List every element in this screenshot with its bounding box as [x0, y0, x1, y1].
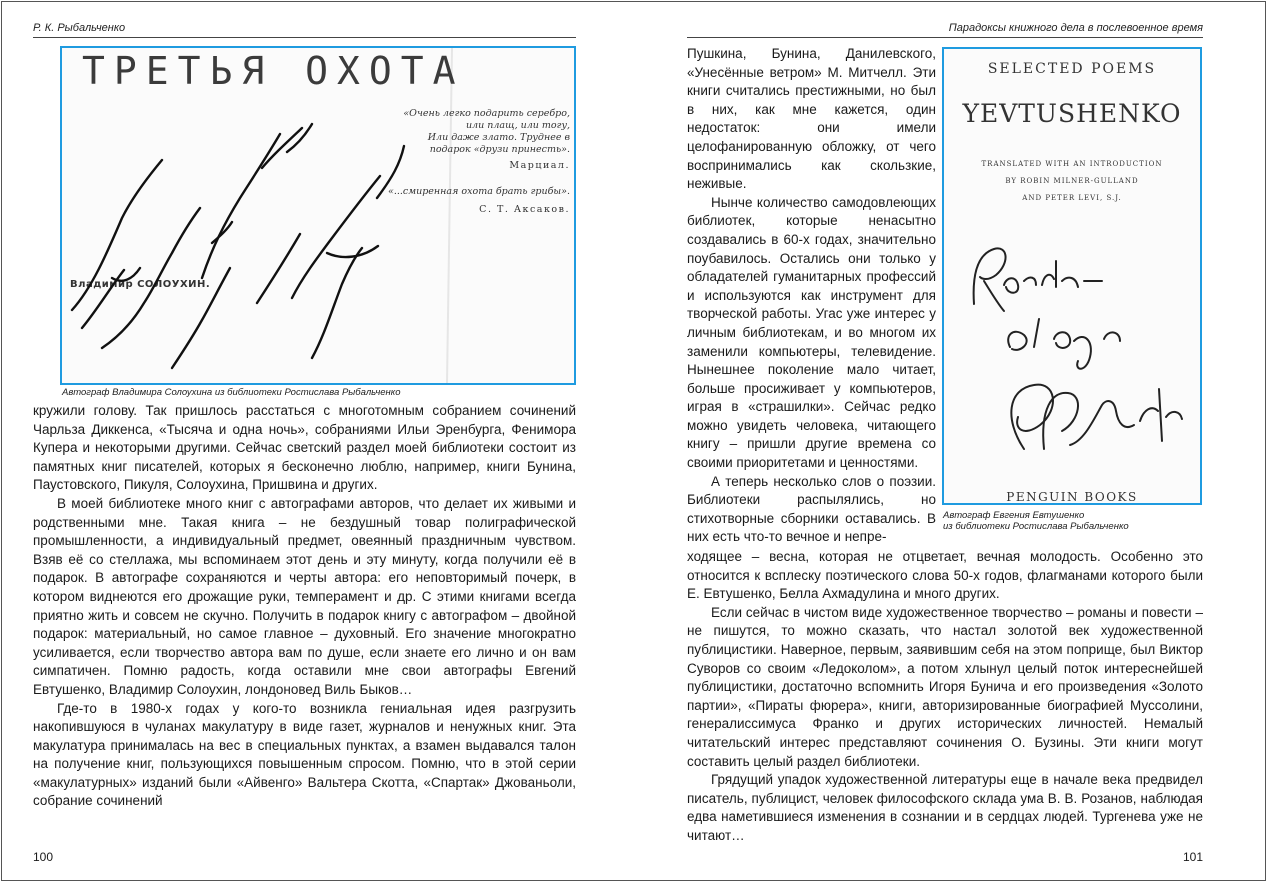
yevtushenko-autograph-image — [944, 49, 1200, 503]
left-page — [0, 0, 633, 882]
paragraph: ходящее – весна, которая не отцветает, вечная молодость. Особенно это относится к всплеску поэтического слова 50-х годов, флагманами которого были Е. Евтушенко, Белла Ахмадулина и много других. — [687, 549, 1203, 602]
cover-line: SELECTED POEMS — [987, 61, 1157, 77]
epigraph-line: подарок «друзи принесть». — [429, 144, 570, 155]
paragraph: Где-то в 1980-х годах у кого-то возникла гениальная идея разгрузить накопившуюся в чуланах макулатуру в виде газет, журналов и ненужных книг. Эта макулатура принималась на вес в специальных пунктах, а взамен выдавался талон на получение книг, пользующихся повышенным спросом. Помню, что в этой серии «макулатурных» изданий были «Айвенго» Вальтера Скотта, «Спартак» Джованьоли, собрание сочинений — [33, 700, 576, 809]
caption-line: из библиотеки Ростислава Рыбальченко — [943, 521, 1129, 532]
left-body-text — [33, 402, 576, 811]
cover-line: TRANSLATED WITH AN INTRODUCTION — [981, 160, 1163, 168]
running-head-right: Парадоксы книжного дела в послевоенное время — [948, 22, 1203, 34]
book-title: ТРЕТЬЯ ОХОТА — [82, 49, 465, 93]
paragraph: кружили голову. Так пришлось расстаться с многотомным собранием сочинений Чарльза Диккенса, «Тысяча и одна ночь», собраниями Ильи Эренбурга, Фенимора Купера и некоторыми другими. Сейчас светский раздел моей библиотеки состоит из памятных книг писателей, которых я бесконечно люблю, например, книги Бунина, Паустовского, Пикуля, Солоухина, Пришвина и других. — [33, 403, 576, 493]
solouhin-autograph-photo — [60, 46, 576, 385]
photo-caption — [943, 510, 1129, 532]
paragraph: В моей библиотеке много книг с автографами авторов, что делает их живыми и родственными мне. Такая книга – не бездушный товар полиграфической промышленности, а индивидуальный предмет, овеянный праздничным чувством. Взяв её со стеллажа, мы вспоминаем этот день и эту минуту, когда получили её в подарок. В автографе сохраняются и черты автора: его неповторимый почерк, в котором виднеются его дрожащие руки, темперамент и др. С этими книгами всегда приятно жить и совсем не скучно. Получить в подарок книгу с автографом – двойной подарок: материальный, но самое главное – духовный. Его значение многократно усиливается, если творчество автора вам по душе, если знаете его лично и он вам симпатичен. Помню радость, когда оставили мне свои автографы Евгений Евтушенко, Владимир Солоухин, лондоновед Виль Быков… — [33, 495, 576, 697]
page-number-left: 100 — [33, 850, 54, 864]
cover-author: YEVTUSHENKO — [962, 99, 1182, 128]
paragraph: Грядущий упадок художественной литературы еще в начале века предвидел писатель, публицист, человек философского склада ума В. В. Розанов, наблюдая едва наметившиеся изменения в сознании и в сердцах людей. Тургенева уже не читают… — [687, 772, 1203, 843]
caption-line: Автограф Евгения Евтушенко — [943, 510, 1085, 521]
right-page — [634, 0, 1267, 882]
running-head-left: Р. К. Рыбальченко — [33, 22, 126, 34]
yevtushenko-autograph-photo — [942, 47, 1202, 505]
epigraph-line: «Очень легко подарить серебро, — [403, 108, 570, 119]
paragraph: А теперь несколько слов о поэзии. Библиотеки распылялись, но стихотворные сборники оставались. В них есть что-то вечное и непре- — [687, 473, 936, 545]
epigraph-line: Или даже злато. Труднее в — [427, 132, 570, 143]
cover-line: AND PETER LEVI, S.J. — [1022, 194, 1122, 202]
paragraph: Пушкина, Бунина, Данилевского, «Унесённые ветром» М. Митчелл. Эти книги считались престижными, но был в них, как мне кажется, один недостаток: они имели целофанированную обложку, от чего воспринимались как скользкие, неживые. — [687, 46, 936, 192]
epigraph-author: С. Т. Аксаков. — [479, 204, 570, 215]
photo-caption: Автограф Владимира Солоухина из библиотеки Ростислава Рыбальченко — [62, 387, 401, 398]
header-rule — [687, 37, 1203, 38]
solouhin-autograph-image — [62, 48, 574, 383]
paragraph: Если сейчас в чистом виде художественное творчество – романы и повести – не пишутся, то можно сказать, что настал золотой век художественной публицистики. Наверное, первым, заявившим себя на этом поприще, был Виктор Суворов со своим «Ледоколом», а потом хлынул целый поток интереснейшей публицистики, достаточно вспомнить Игоря Бунича и его произведения «Золото партии», «Пираты фюрера», книги, авторизированные биографией Муссолини, генералиссимуса Франко и других исторических личностей. Немалый читательский интерес представляют сочинения О. Бузины. Эти книги могут составить целый раздел библиотеки. — [687, 604, 1203, 769]
page-number-right: 101 — [1182, 850, 1203, 864]
epigraph-author: Марциал. — [509, 160, 570, 171]
author-imprint: Владимир СОЛОУХИН. — [70, 279, 211, 290]
header-rule — [33, 37, 576, 38]
paragraph: Нынче количество самодовлеющих библиотек, которые ненасытно создавались в 60-х годах, значительно поубавилось. Остались они только у обладателей гуманитарных профессий и используются как инструмент для творческой работы. Угас уже интерес у личным библиотекам, и во многом их заменили компьютеры, телевидение. Нынешнее поколение мало читает, больше просиживает у компьютеров, играя в «страшилки». Сейчас редко можно увидеть человека, читающего книгу – пришли другие времена со своими приоритетами и ценностями. — [687, 194, 936, 471]
cover-publisher: PENGUIN BOOKS — [1006, 490, 1138, 503]
right-body-text — [687, 548, 1203, 846]
right-column-text — [687, 45, 936, 547]
epigraph-line: или плащ, или тогу, — [465, 120, 570, 131]
cover-line: BY ROBIN MILNER-GULLAND — [1005, 177, 1139, 185]
epigraph-line: «...смиренная охота брать грибы». — [388, 186, 570, 197]
